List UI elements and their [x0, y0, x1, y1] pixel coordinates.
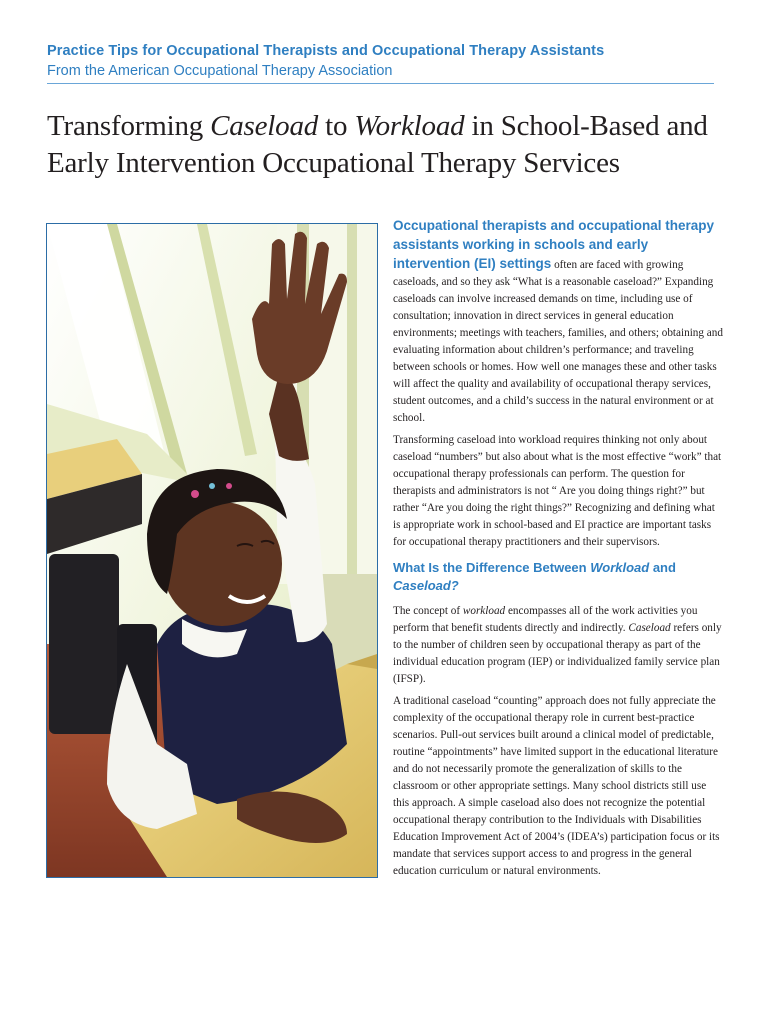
- publisher-line: From the American Occupational Therapy Association: [47, 63, 393, 79]
- intro-lead: Occupational therapists and occupational therapy assistants working in schools and early intervention (EI) settings: [393, 218, 715, 271]
- section-heading: What Is the Difference Between Workload and Caseload?: [393, 560, 676, 593]
- article-body: [393, 217, 723, 885]
- page-title: Transforming Caseload to Workload in School-Based and Early Intervention Occupational Therapy Services: [47, 110, 708, 179]
- publication-header: [47, 41, 727, 81]
- paragraph-3: The concept of workload encompasses all of the work activities you perform that benefit students directly and indirectly. Caseload refers only to the number of children seen by occupational therapy as part of the individual education program (IEP) or individualized family service plan (IFSP).: [393, 605, 722, 685]
- classroom-photo: [46, 223, 378, 878]
- paragraph-4: A traditional caseload “counting” approach does not fully appreciate the complexity of the occupational therapy role in current best-practice scenarios. Pull-out services built around a clinical model of predictable, routine “appointments” have limited support in the educational literature and do not necessarily promote the generalization of skills to the classroom or other appropriate settings. Many school districts still use this approach. A simple caseload also does not recognize the potential occupational therapy contribution to the Individuals with Disabilities Education Improvement Act of 2004’s (IDEA’s) participation focus or its mandate that services support access to and progress in the general education curriculum or natural environments.: [393, 695, 720, 877]
- series-title: Practice Tips for Occupational Therapists and Occupational Therapy Assistants: [47, 43, 605, 59]
- header-divider: [47, 83, 714, 84]
- paragraph-2: Transforming caseload into workload requires thinking not only about caseload “numbers” but also about what is the most effective “work” that occupational therapy professionals can perform. The question for therapists and administrators is not “ Are you doing things right?” but rather “Are you doing the right things?” Recognizing and defining what is appropriate work in school-based and EI practice are important tasks for occupational therapy practitioners and their supervisors.: [393, 434, 722, 548]
- intro-paragraph: Occupational therapists and occupational therapy assistants working in schools and early intervention (EI) settings often are faced with growing caseloads, and so they ask “What is a reasonable caseload?” Expanding caseloads can involve increased demands on time, including use of consultation; innovation in direct services in general education environments; meetings with teachers, families, and others; obtaining and evaluating information about children’s performance; and traveling between schools or homes. How well one manages these and other tasks will affect the quality and availability of occupational therapy services, student outcomes, and a child’s success in the natural environment or at school.: [393, 218, 723, 424]
